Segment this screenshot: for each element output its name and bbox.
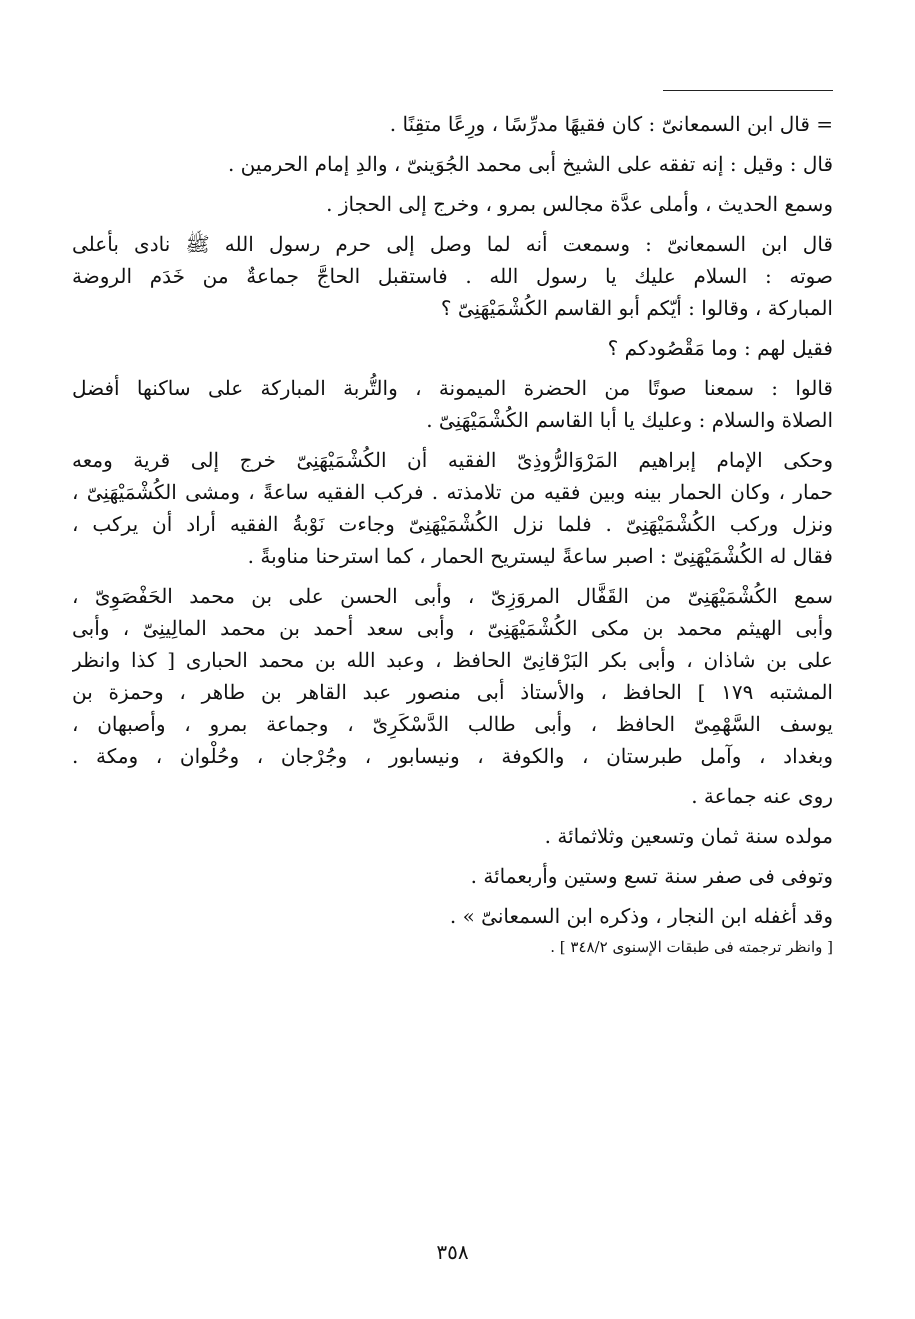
text-line: المشتبه ١٧٩ ] الحافظ ، والأستاذ أبى منصور عبد القاهر بن طاهر ، وحمزة بن bbox=[72, 680, 833, 704]
text-line: وتوفى فى صفر سنة تسع وستين وأربعمائة . bbox=[470, 864, 833, 888]
text-line: قال ابن السمعانىّ : وسمعت أنه لما وصل إلى حرم رسول الله ﷺ نادى بأعلى bbox=[72, 232, 833, 256]
text-line: ونزل وركب الكُشْمَيْهَنِىّ . فلما نزل الكُشْمَيْهَنِىّ وجاءت نَوْبةُ الفقيه أراد أن يركب ، bbox=[72, 512, 833, 536]
text-line: قال : وقيل : إنه تفقه على الشيخ أبى محمد الجُوَينىّ ، والدِ إمام الحرمين . bbox=[227, 152, 833, 176]
text-line: الصلاة والسلام : وعليك يا أبا القاسم الكُشْمَيْهَنِىّ . bbox=[426, 408, 833, 432]
text-line: المباركة ، وقالوا : أيّكم أبو القاسم الكُشْمَيْهَنِىّ ؟ bbox=[440, 296, 833, 320]
text-line: وحكى الإمام إبراهيم المَرْوَالرُّوذِىّ الفقيه أن الكُشْمَيْهَنِىّ خرج إلى قرية ومعه bbox=[72, 448, 833, 472]
text-line: = قال ابن السمعانىّ : كان فقيهًا مدرِّسًا ، ورِعًا متقِنًا . bbox=[389, 112, 833, 136]
reference-note: [ وانظر ترجمته فى طبقات الإسنوى ٣٤٨/٢ ] . bbox=[550, 938, 833, 956]
text-line: وقد أغفله ابن النجار ، وذكره ابن السمعانىّ » . bbox=[449, 904, 833, 928]
text-line: سمع الكُشْمَيْهَنِىّ من القَفَّال المروَزِىّ ، وأبى الحسن على بن محمد الحَفْصَوِىّ ، bbox=[72, 584, 833, 608]
text-line: حمار ، وكان الحمار بينه وبين فقيه من تلامذته . فركب الفقيه ساعةً ، ومشى الكُشْمَيْهَنِىّ ، bbox=[72, 480, 833, 504]
page-body bbox=[72, 108, 833, 960]
text-line: فقيل لهم : وما مَقْصُودكم ؟ bbox=[607, 336, 833, 360]
book-page bbox=[72, 0, 833, 1319]
text-line: فقال له الكُشْمَيْهَنِىّ : اصبر ساعةً ليستريح الحمار ، كما استرحنا مناوبةً . bbox=[247, 544, 833, 568]
text-line: على بن شاذان ، وأبى بكر البَرْقانِىّ الحافظ ، وعبد الله بن محمد الحبارى [ كذا وانظر bbox=[72, 648, 833, 672]
page-number: ٣٥٨ bbox=[436, 1240, 469, 1264]
text-line: وأبى الهيثم محمد بن مكى الكُشْمَيْهَنِىّ ، وأبى سعد أحمد بن محمد المالِينِىّ ، وأبى bbox=[72, 616, 833, 640]
footnote-separator-rule bbox=[663, 90, 833, 91]
text-line: يوسف السَّهْمِىّ الحافظ ، وأبى طالب الدَّسْكَرِىّ ، وجماعة بمرو ، وأصبهان ، bbox=[72, 712, 833, 736]
text-line: وسمع الحديث ، وأملى عدَّة مجالس بمرو ، وخرج إلى الحجاز . bbox=[326, 192, 833, 216]
text-line: مولده سنة ثمان وتسعين وثلاثمائة . bbox=[544, 824, 833, 848]
text-line: روى عنه جماعة . bbox=[691, 784, 833, 808]
text-line: وبغداد ، وآمل طبرستان ، والكوفة ، ونيسابور ، وجُرْجان ، وحُلْوان ، ومكة . bbox=[72, 744, 833, 768]
text-line: قالوا : سمعنا صوتًا من الحضرة الميمونة ، والتُّربة المباركة على ساكنها أفضل bbox=[72, 376, 833, 400]
text-line: صوته : السلام عليك يا رسول الله . فاستقبل الحاجَّ جماعةٌ من خَدَم الروضة bbox=[72, 264, 833, 288]
